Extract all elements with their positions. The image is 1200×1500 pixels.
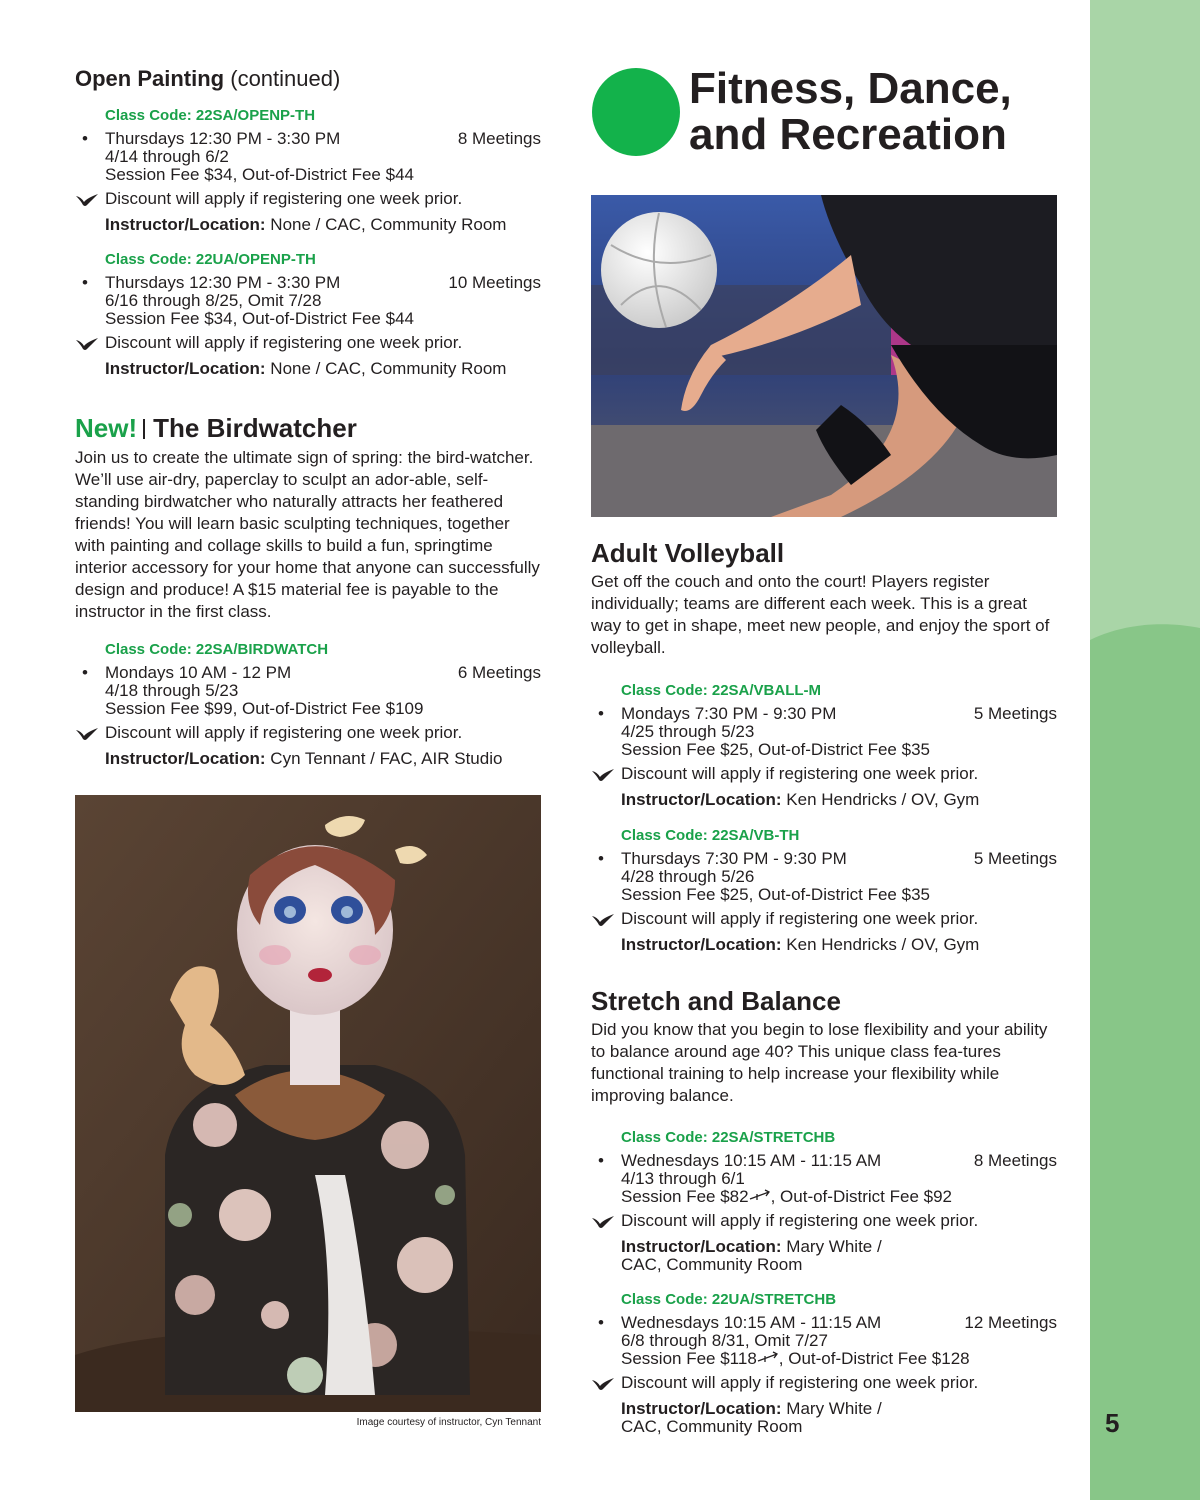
- schedule: Mondays 7:30 PM - 9:30 PM: [621, 704, 837, 723]
- instructor-label: Instructor/Location:: [621, 935, 782, 954]
- class-session: [591, 827, 1057, 954]
- bird-icon: [75, 336, 99, 352]
- class-code: Class Code: 22SA/OPENP-TH: [105, 107, 316, 124]
- instructor-label: Instructor/Location:: [105, 749, 266, 768]
- session-details: [591, 705, 1057, 759]
- meetings-count: 8 Meetings: [457, 129, 541, 148]
- instructor-value: Mary White /: [781, 1399, 882, 1418]
- instructor-location: [75, 216, 541, 234]
- meetings-count: 12 Meetings: [964, 1313, 1057, 1332]
- instructor-location-line2: CAC, Community Room: [621, 1417, 803, 1436]
- stretch-section: [591, 986, 1057, 1107]
- schedule: Wednesdays 10:15 AM - 11:15 AM: [621, 1151, 882, 1170]
- schedule: Thursdays 12:30 PM - 3:30 PM: [105, 273, 341, 292]
- session-details: [591, 850, 1057, 904]
- section-heading: [689, 66, 1012, 158]
- birdwatcher-section: [75, 413, 541, 623]
- dates: 4/25 through 5/23: [621, 722, 755, 741]
- session-details: [75, 664, 541, 718]
- birdwatcher-sculpture-photo: [75, 795, 541, 1412]
- schedule: Mondays 10 AM - 12 PM: [105, 663, 292, 682]
- class-description: Join us to create the ultimate sign of spring: the bird-watcher. We’ll use air-dry, paperclay to sculpt an ador-able, self-standing birdwatcher who naturally attracts her feathered friends! You will learn basic sculpting techniques, together with painting and collage skills to build a fun, springtime interior accessory for your home that anyone can successfully design and produce! A $15 material fee is payable to the instructor in the first class.: [75, 448, 540, 621]
- class-code: Class Code: 22SA/VBALL-M: [621, 682, 822, 699]
- instructor-label: Instructor/Location:: [621, 1237, 782, 1256]
- session-fee: Session Fee $25, Out-of-District Fee $35: [621, 885, 930, 904]
- class-code: Class Code: 22UA/OPENP-TH: [105, 251, 316, 268]
- session-details: [75, 274, 541, 328]
- fee-resident: Session Fee $82: [621, 1187, 749, 1206]
- instructor-location: [75, 750, 541, 768]
- dates: 6/16 through 8/25, Omit 7/28: [105, 291, 322, 310]
- side-band-wave: [1090, 0, 1200, 1500]
- page-number: 5: [1105, 1408, 1120, 1438]
- session-details: [591, 1152, 1057, 1206]
- instructor-location: [591, 1238, 1057, 1274]
- instructor-value: Ken Hendricks / OV, Gym: [781, 935, 980, 954]
- instructor-value: Ken Hendricks / OV, Gym: [781, 790, 980, 809]
- instructor-label: Instructor/Location:: [105, 359, 266, 378]
- discount-note: [591, 908, 1057, 930]
- instructor-label: Instructor/Location:: [621, 790, 782, 809]
- bullet-icon: •: [598, 1313, 604, 1332]
- class-session: [75, 251, 541, 378]
- bird-icon: [75, 726, 99, 742]
- session-fee: [621, 1350, 1057, 1368]
- session-fee: [621, 1188, 1057, 1206]
- discount-note: [591, 1210, 1057, 1232]
- continued-label: (continued): [230, 66, 341, 91]
- instructor-value: None / CAC, Community Room: [265, 359, 507, 378]
- photo-caption: Image courtesy of instructor, Cyn Tennant: [356, 1417, 541, 1428]
- bullet-icon: •: [82, 129, 88, 148]
- meetings-count: 10 Meetings: [448, 273, 541, 292]
- class-session: [75, 641, 541, 768]
- discount-text: Discount will apply if registering one week prior.: [621, 1211, 979, 1230]
- session-details: [75, 130, 541, 184]
- instructor-value: Mary White /: [781, 1237, 882, 1256]
- title-separator: [143, 419, 145, 439]
- instructor-value: None / CAC, Community Room: [265, 215, 507, 234]
- class-session: [591, 1129, 1057, 1274]
- fee-out-of-district: , Out-of-District Fee $128: [778, 1349, 970, 1368]
- instructor-label: Instructor/Location:: [105, 215, 266, 234]
- class-code: Class Code: 22UA/STRETCHB: [621, 1291, 837, 1308]
- bullet-icon: •: [82, 273, 88, 292]
- bullet-icon: •: [598, 1151, 604, 1170]
- section-title: [75, 413, 541, 444]
- volleyball-title: Adult Volleyball: [591, 538, 785, 568]
- discount-note: [75, 332, 541, 354]
- fee-out-of-district: , Out-of-District Fee $92: [770, 1187, 952, 1206]
- stretch-title: Stretch and Balance: [591, 986, 841, 1016]
- meetings-count: 6 Meetings: [457, 663, 541, 682]
- discount-note: [75, 188, 541, 210]
- discount-text: Discount will apply if registering one week prior.: [621, 1373, 979, 1392]
- class-code: Class Code: 22SA/STRETCHB: [621, 1129, 836, 1146]
- fee-resident: Session Fee $118: [621, 1349, 757, 1368]
- class-code: Class Code: 22SA/BIRDWATCH: [105, 641, 329, 658]
- session-details: [591, 1314, 1057, 1368]
- dates: 6/8 through 8/31, Omit 7/27: [621, 1331, 828, 1350]
- section-heading-line2: and Recreation: [689, 110, 1007, 159]
- bullet-icon: •: [82, 663, 88, 682]
- dates: 4/18 through 5/23: [105, 681, 239, 700]
- instructor-value: Cyn Tennant / FAC, AIR Studio: [265, 749, 503, 768]
- section-title: [75, 66, 541, 92]
- dates: 4/14 through 6/2: [105, 147, 229, 166]
- session-fee: Session Fee $34, Out-of-District Fee $44: [105, 309, 414, 328]
- bird-icon: [591, 1214, 615, 1230]
- class-description: Get off the couch and onto the court! Players register individually; teams are different each week. This is a great way to get in shape, meet new people, and enjoy the sport of volleyball.: [591, 572, 1050, 657]
- open-painting-title: Open Painting: [75, 66, 225, 91]
- bird-icon: [591, 1376, 615, 1392]
- discount-text: Discount will apply if registering one week prior.: [621, 909, 979, 928]
- section-heading-line1: Fitness, Dance,: [689, 64, 1012, 113]
- volleyball-photo: [591, 195, 1057, 517]
- meetings-count: 5 Meetings: [973, 704, 1057, 723]
- dates: 4/28 through 5/26: [621, 867, 755, 886]
- instructor-location: [591, 936, 1057, 954]
- instructor-location: [591, 791, 1057, 809]
- discount-text: Discount will apply if registering one week prior.: [105, 723, 463, 742]
- instructor-location: [75, 360, 541, 378]
- bird-icon: [75, 192, 99, 208]
- bullet-icon: •: [598, 849, 604, 868]
- discount-text: Discount will apply if registering one week prior.: [105, 189, 463, 208]
- side-color-band: [1090, 0, 1200, 1500]
- volleyball-section: [591, 538, 1057, 659]
- class-session: [591, 682, 1057, 809]
- schedule: Thursdays 7:30 PM - 9:30 PM: [621, 849, 847, 868]
- discount-note: [75, 722, 541, 744]
- class-code: Class Code: 22SA/VB-TH: [621, 827, 800, 844]
- schedule: Wednesdays 10:15 AM - 11:15 AM: [621, 1313, 882, 1332]
- session-fee: Session Fee $99, Out-of-District Fee $109: [105, 699, 424, 718]
- bird-icon: [591, 912, 615, 928]
- section-dot-icon: [592, 68, 680, 156]
- instructor-label: Instructor/Location:: [621, 1399, 782, 1418]
- birdwatcher-title: The Birdwatcher: [153, 413, 357, 443]
- discount-note: [591, 763, 1057, 785]
- meetings-count: 8 Meetings: [973, 1151, 1057, 1170]
- open-painting-section: [75, 66, 541, 92]
- instructor-location: [591, 1400, 1057, 1436]
- session-fee: Session Fee $25, Out-of-District Fee $35: [621, 740, 930, 759]
- senior-discount-icon: [757, 1350, 779, 1364]
- discount-text: Discount will apply if registering one week prior.: [105, 333, 463, 352]
- discount-note: [591, 1372, 1057, 1394]
- senior-discount-icon: [749, 1188, 771, 1202]
- session-fee: Session Fee $34, Out-of-District Fee $44: [105, 165, 414, 184]
- class-session: [591, 1291, 1057, 1436]
- bullet-icon: •: [598, 704, 604, 723]
- dates: 4/13 through 6/1: [621, 1169, 745, 1188]
- discount-text: Discount will apply if registering one week prior.: [621, 764, 979, 783]
- bird-icon: [591, 767, 615, 783]
- meetings-count: 5 Meetings: [973, 849, 1057, 868]
- class-session: [75, 107, 541, 234]
- class-description: Did you know that you begin to lose flexibility and your ability to balance around age 40? This unique class fea-tures functional training to help increase your flexibility while improving balance.: [591, 1020, 1048, 1105]
- instructor-location-line2: CAC, Community Room: [621, 1255, 803, 1274]
- new-label: New!: [75, 413, 138, 443]
- schedule: Thursdays 12:30 PM - 3:30 PM: [105, 129, 341, 148]
